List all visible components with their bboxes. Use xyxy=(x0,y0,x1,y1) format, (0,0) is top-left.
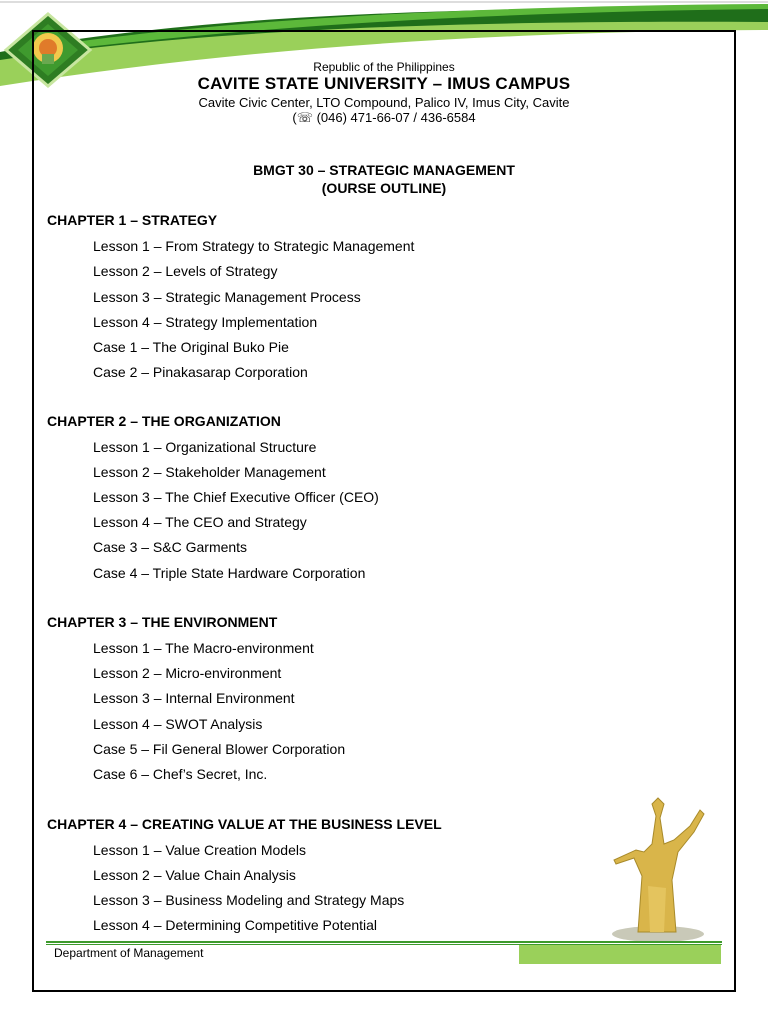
republic-label: Republic of the Philippines xyxy=(313,60,455,74)
list-item: Lesson 4 – Strategy Implementation xyxy=(93,314,318,330)
list-item: Lesson 3 – Strategic Management Process xyxy=(93,289,361,305)
document-title-line1: BMGT 30 – STRATEGIC MANAGEMENT xyxy=(253,162,515,178)
list-item: Lesson 1 – The Macro-environment xyxy=(93,640,314,656)
list-item: Lesson 1 – Value Creation Models xyxy=(93,842,306,858)
list-item: Lesson 3 – Business Modeling and Strategy Maps xyxy=(93,892,405,908)
document-title-line2: (OURSE OUTLINE) xyxy=(321,180,447,196)
chapter-3-title: CHAPTER 3 – THE ENVIRONMENT xyxy=(47,614,278,630)
footer-divider xyxy=(46,941,722,943)
list-item: Case 2 – Pinakasarap Corporation xyxy=(93,364,308,380)
list-item: Case 3 – S&C Garments xyxy=(93,539,248,555)
list-item: Lesson 1 – Organizational Structure xyxy=(93,439,317,455)
list-item: Lesson 4 – The CEO and Strategy xyxy=(93,514,307,530)
list-item: Lesson 2 – Levels of Strategy xyxy=(93,263,278,279)
chapter-1-title: CHAPTER 1 – STRATEGY xyxy=(47,212,218,228)
list-item: Lesson 2 – Micro-environment xyxy=(93,665,282,681)
monument-statue-image xyxy=(608,796,708,942)
document-title xyxy=(0,161,768,197)
list-item: Case 5 – Fil General Blower Corporation xyxy=(93,741,346,757)
footer-accent-bar xyxy=(519,945,721,964)
campus-address: Cavite Civic Center, LTO Compound, Palico IV, Imus City, Cavite xyxy=(198,95,570,110)
chapter-4-title: CHAPTER 4 – CREATING VALUE AT THE BUSINESS LEVEL xyxy=(47,816,442,832)
list-item: Case 4 – Triple State Hardware Corporation xyxy=(93,565,366,581)
list-item: Case 1 – The Original Buko Pie xyxy=(93,339,289,355)
university-name: CAVITE STATE UNIVERSITY – IMUS CAMPUS xyxy=(197,74,571,93)
list-item: Lesson 2 – Stakeholder Management xyxy=(93,464,326,480)
chapter-2-title: CHAPTER 2 – THE ORGANIZATION xyxy=(47,413,281,429)
list-item: Case 6 – Chef’s Secret, Inc. xyxy=(93,766,268,782)
list-item: Lesson 3 – Internal Environment xyxy=(93,690,295,706)
phone-line xyxy=(0,110,768,126)
list-item: Lesson 2 – Value Chain Analysis xyxy=(93,867,296,883)
list-item: Lesson 1 – From Strategy to Strategic Management xyxy=(93,238,415,254)
phone-number: (046) 471-66-07 / 436-6584 xyxy=(316,110,476,125)
list-item: Lesson 3 – The Chief Executive Officer (CEO) xyxy=(93,489,379,505)
list-item: Lesson 4 – Determining Competitive Potential xyxy=(93,917,378,933)
list-item: Lesson 4 – SWOT Analysis xyxy=(93,716,263,732)
footer-department: Department of Management xyxy=(54,946,204,960)
phone-icon: (☏ xyxy=(292,110,317,125)
